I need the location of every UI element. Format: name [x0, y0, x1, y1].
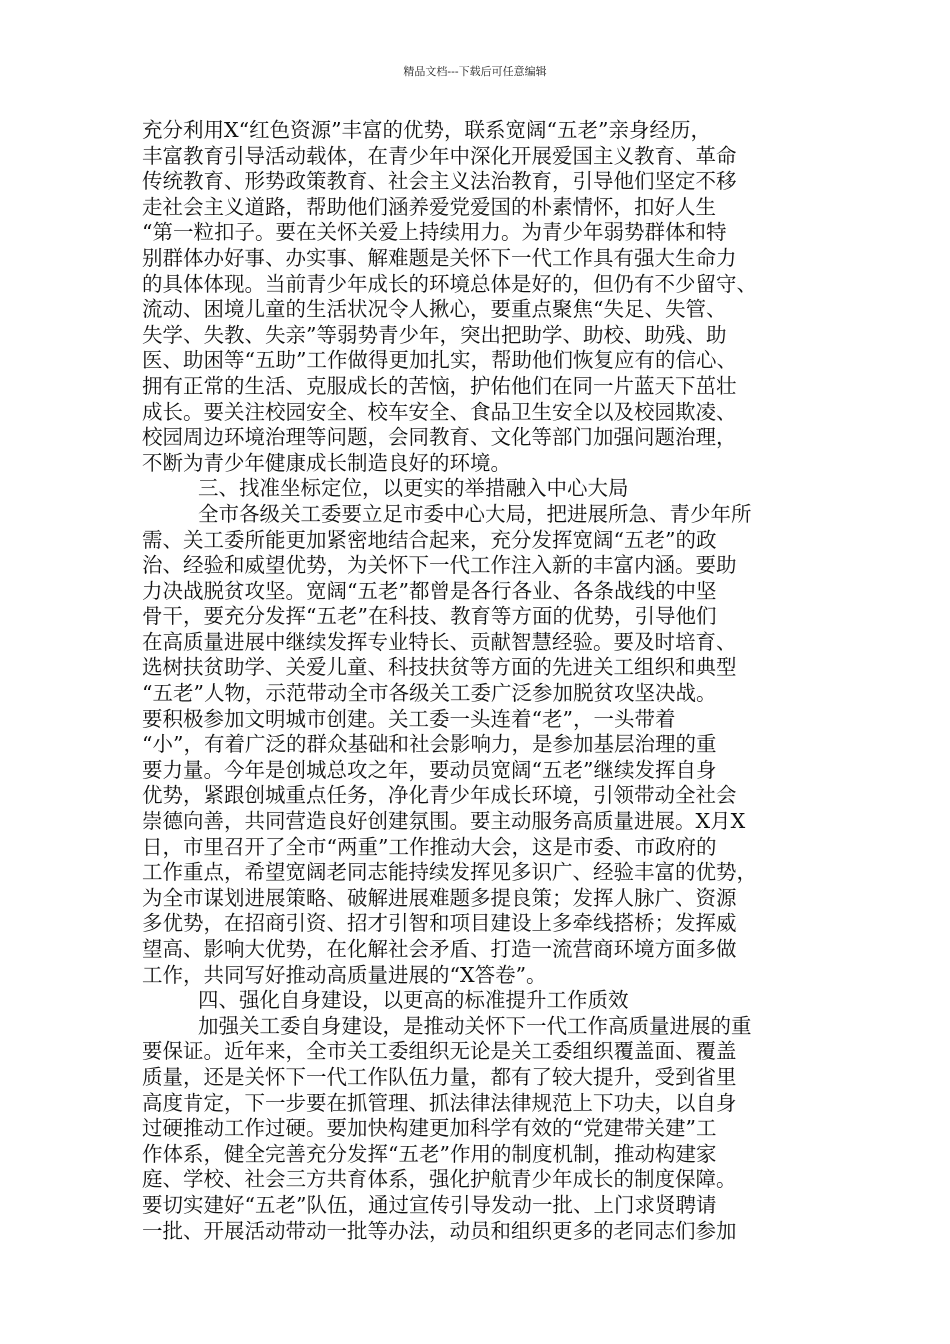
text-line: “五老”人物，示范带动全市各级关工委广泛参加脱贫攻坚决战。 [142, 681, 717, 706]
text-line: “第一粒扣子。要在关怀关爱上持续用力。为青少年弱势群体和特 [142, 220, 727, 245]
text-line: 丰富教育引导活动载体，在青少年中深化开展爱国主义教育、革命 [142, 143, 737, 168]
text-line: 流动、困境儿童的生活状况令人揪心，要重点聚焦“失足、失管、 [142, 297, 727, 322]
text-line: 要保证。近年来，全市关工委组织无论是关工委组织覆盖面、覆盖 [142, 1039, 737, 1064]
page-header: 精品文档---下载后可任意编辑 [403, 65, 547, 78]
text-line: 为全市谋划进展策略、破解进展难题多提良策；发挥人脉广、资源 [142, 885, 737, 910]
text-line: 要力量。今年是创城总攻之年，要动员宽阔“五老”继续发挥自身 [142, 757, 717, 782]
document-body [142, 118, 812, 1244]
text-line: 过硬推动工作过硬。要加快构建更加科学有效的“党建带关建”工 [142, 1116, 717, 1141]
text-line: 工作重点，希望宽阔老同志能持续发挥见多识广、经验丰富的优势， [142, 860, 757, 885]
text-line: 需、关工委所能更加紧密地结合起来，充分发挥宽阔“五老”的政 [142, 527, 717, 552]
text-line: 治、经验和威望优势，为关怀下一代工作注入新的丰富内涵。要助 [142, 553, 737, 578]
text-line: 质量，还是关怀下一代工作队伍力量，都有了较大提升，受到省里 [142, 1064, 737, 1089]
text-line: 走社会主义道路，帮助他们涵养爱党爱国的朴素情怀，扣好人生 [142, 194, 716, 219]
text-line: 一批、开展活动带动一批等办法，动员和组织更多的老同志们参加 [142, 1218, 737, 1243]
text-line: 加强关工委自身建设，是推动关怀下一代工作高质量进展的重 [198, 1013, 752, 1038]
text-line: 别群体办好事、办实事、解难题是关怀下一代工作具有强大生命力 [142, 245, 737, 270]
text-line: 日，市里召开了全市“两重”工作推动大会，这是市委、市政府的 [142, 834, 717, 859]
text-line: 崇德向善，共同营造良好创建氛围。要主动服务高质量进展。X月X [142, 809, 746, 834]
section-heading: 三、找准坐标定位，以更实的举措融入中心大局 [198, 476, 629, 501]
text-line: 校园周边环境治理等问题，会同教育、文化等部门加强问题治理， [142, 425, 737, 450]
text-line: 不断为青少年健康成长制造良好的环境。 [142, 450, 511, 475]
text-line: 选树扶贫助学、关爱儿童、科技扶贫等方面的先进关工组织和典型 [142, 655, 737, 680]
text-line: 多优势，在招商引资、招才引智和项目建设上多牵线搭桥；发挥威 [142, 911, 737, 936]
text-line: 庭、学校、社会三方共育体系，强化护航青少年成长的制度保障。 [142, 1167, 737, 1192]
text-line: 医、助困等“五助”工作做得更加扎实，帮助他们恢复应有的信心、 [142, 348, 737, 373]
text-line: 在高质量进展中继续发挥专业特长、贡献智慧经验。要及时培育、 [142, 629, 737, 654]
text-line: 骨干，要充分发挥“五老”在科技、教育等方面的优势，引导他们 [142, 604, 717, 629]
text-line: 充分利用X“红色资源”丰富的优势，联系宽阔“五老”亲身经历， [142, 118, 712, 142]
text-line: 拥有正常的生活、克服成长的苦恼，护佑他们在同一片蓝天下茁壮 [142, 373, 737, 398]
text-line: 优势，紧跟创城重点任务，净化青少年成长环境，引领带动全社会 [142, 783, 737, 808]
section-heading: 四、强化自身建设，以更高的标准提升工作质效 [198, 988, 629, 1013]
text-line: 全市各级关工委要立足市委中心大局，把进展所急、青少年所 [198, 501, 752, 526]
text-line: 成长。要关注校园安全、校车安全、食品卫生安全以及校园欺凌、 [142, 399, 737, 424]
text-line: 的具体体现。当前青少年成长的环境总体是好的，但仍有不少留守、 [142, 271, 757, 296]
text-line: 传统教育、形势政策教育、社会主义法治教育，引导他们坚定不移 [142, 169, 737, 194]
text-line: 望高、影响大优势，在化解社会矛盾、打造一流营商环境方面多做 [142, 937, 737, 961]
text-line: 工作，共同写好推动高质量进展的“X答卷”。 [142, 962, 547, 987]
text-line: 要积极参加文明城市创建。关工委一头连着“老”，一头带着 [142, 706, 676, 731]
text-line: 作体系，健全完善充分发挥“五老”作用的制度机制，推动构建家 [142, 1141, 717, 1166]
text-line: 要切实建好“五老”队伍，通过宣传引导发动一批、上门求贤聘请 [142, 1192, 717, 1217]
text-line: 高度肯定，下一步要在抓管理、抓法律法律规范上下功夫，以自身 [142, 1090, 737, 1115]
text-line: 失学、失教、失亲”等弱势青少年，突出把助学、助校、助残、助 [142, 322, 727, 347]
text-line: 力决战脱贫攻坚。宽阔“五老”都曾是各行各业、各条战线的中坚 [142, 578, 717, 603]
text-line: “小”，有着广泛的群众基础和社会影响力，是参加基层治理的重 [142, 732, 717, 757]
